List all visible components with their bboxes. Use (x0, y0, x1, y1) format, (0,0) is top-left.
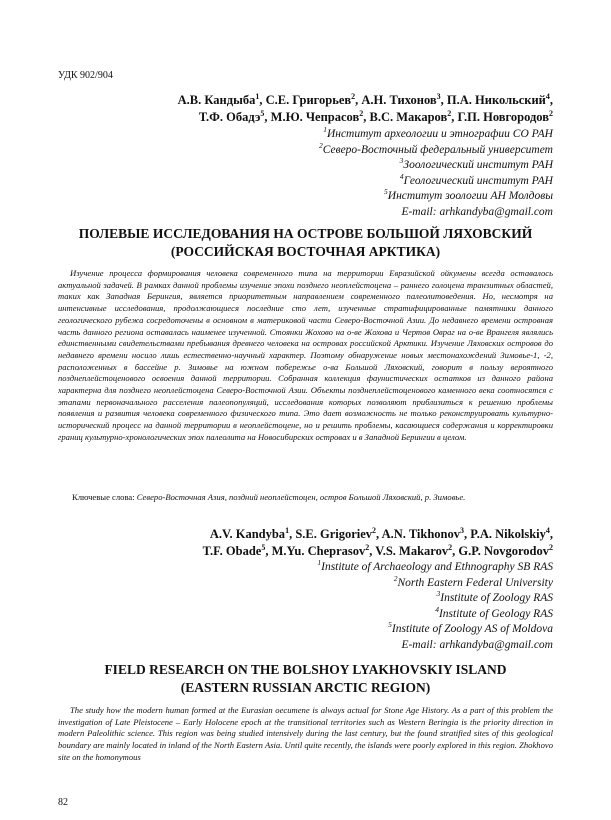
author: П.А. Никольский$^4$, (446, 91, 553, 107)
en-abstract: The study how the modern human formed at the Eurasian oecumene is always actual for Stone Age History. As a part of this problem the investigation of Late Pleistocene – Early Holocene epoch at the transitional territories such as Western Beringia is the priority direction in modern Paleolithic science. This region was being studied intensively during the last century, but the found stratified sites of this geological boundary are mainly located in inland of the North Eastern Asia. Until quite recently, the islands were poorly explored in this region. Zhokhovo site on the homonymous (58, 705, 553, 762)
en-authors-line-1 (203, 526, 553, 543)
author: P.A. Nikolskiy$^4$, (470, 525, 553, 541)
ru-keywords (72, 491, 553, 503)
page-number: 82 (58, 797, 68, 808)
author: А.Н. Тихонов$^3$, (361, 91, 447, 107)
affiliation: $^3$Зоологический институт РАН (399, 156, 553, 171)
affiliation: $^4$Institute of Geology RAS (435, 604, 553, 620)
udk-code: УДК 902/904 (58, 70, 113, 81)
ru-authors (178, 92, 553, 126)
ru-article-title (40, 225, 571, 261)
affiliation: $^5$Institute of Zoology AS of Moldova (388, 620, 553, 635)
author: S.E. Grigoriev$^2$, (295, 525, 382, 541)
author: V.S. Makarov$^2$, (375, 542, 459, 558)
affiliation: $^2$Северо-Восточный федеральный университет (318, 140, 553, 156)
en-authors (203, 526, 553, 560)
affiliation: $^3$Institute of Zoology RAS (436, 589, 553, 604)
email: E-mail: arhkandyba@gmail.com (401, 638, 553, 651)
affiliation: $^5$Институт зоологии АН Молдовы (384, 187, 553, 202)
author: G.P. Novgorodov$^2$ (458, 542, 553, 558)
ru-authors-line-2 (178, 109, 553, 126)
author: А.В. Кандыба$^1$, (177, 91, 266, 107)
author: T.F. Obade$^5$, (202, 542, 272, 558)
en-title-line-2: (EASTERN RUSSIAN ARCTIC REGION) (180, 680, 431, 695)
ru-abstract: Изучение процесса формирования человека современного типа на территории Евразийской ойкумены всегда оставалось актуальной задачей. В рамках данной проблемы изучение эпохи позднего неоплейстоцена – раннего голоцена транзитных областей, таких как Западная Берингия, является приоритетным направлением современного палеолитоведения. Но, несмотря на интенсивные исследования, продолжающиеся последние сто лет, изученные стратифицированные памятники данного геологического рубежа сосредоточены в основном в материковой части Северо-Восточной Азии. До недавнего времени островная часть данного региона оставалась наименее изученной. Стоянки Жохово на о-ве Жохова и Чертов Овраг на о-ве Врангеля являлись единственными свидетельствами пребывания древнего человека на островах российской Арктики. Изучение Ляховских островов до недавнего времени носило лишь естественно-научный характер. Поэтому обнаружение новых местонахождений Зимовье-1, -2, расположенных в бассейне р. Зимовье на южном побережье о-ва Большой Ляховский, говорит в пользу вероятного позднеплейстоценового освоения данной территории. Собранная коллекция фаунистических остатков из данного района характерна для позднего неоплейстоцена Северо-Восточной Азии. Объекты позднеплейстоценового каменного века соотносятся с этапами первоначального расселения палеопопуляций, исследования которых позволяют приблизиться к решению проблемы появления и развития человека современного физического типа. Это дает возможность не только реконструировать культурно-исторический процесс на данной территории в неоплейстоцене, но и решить проблемы, касающиеся содержания и корректировки границ культурно-хронологических эпох палеолита на Новосибирских островах и в Западной Берингии в целом. (58, 268, 553, 442)
affiliation: $^1$Институт археологии и этнографии СО РАН (323, 125, 553, 140)
author: M.Yu. Cheprasov$^2$, (271, 542, 376, 558)
author: Г.П. Новгородов$^2$ (457, 108, 553, 124)
en-article-title (40, 661, 571, 697)
author: A.N. Tikhonov$^3$, (381, 525, 471, 541)
author: Т.Ф. Обадэ$^5$, (198, 108, 271, 124)
ru-title-line-1: ПОЛЕВЫЕ ИССЛЕДОВАНИЯ НА ОСТРОВЕ БОЛЬШОЙ ЛЯХОВСКИЙ (78, 226, 533, 241)
en-affiliations (317, 560, 553, 653)
author: A.V. Kandyba$^1$, (209, 525, 296, 541)
keywords-label: Ключевые слова: (72, 492, 135, 502)
author: М.Ю. Чепрасов$^2$, (270, 108, 370, 124)
author: С.Е. Григорьев$^2$, (265, 91, 362, 107)
en-authors-line-2 (203, 543, 553, 560)
email: E-mail: arhkandyba@gmail.com (401, 205, 553, 218)
author: В.С. Макаров$^2$, (369, 108, 458, 124)
ru-affiliations (319, 127, 553, 220)
affiliation: $^2$North Eastern Federal University (393, 573, 553, 589)
ru-title-line-2: (РОССИЙСКАЯ ВОСТОЧНАЯ АРКТИКА) (170, 244, 441, 259)
affiliation: $^4$Геологический институт РАН (399, 171, 553, 187)
affiliation: $^1$Institute of Archaeology and Ethnography SB RAS (317, 558, 553, 573)
en-title-line-1: FIELD RESEARCH ON THE BOLSHOY LYAKHOVSKIY ISLAND (104, 662, 507, 677)
ru-authors-line-1 (178, 92, 553, 109)
keywords-text: Северо-Восточная Азия, поздний неоплейстоцен, остров Большой Ляховский, р. Зимовье. (136, 492, 466, 502)
